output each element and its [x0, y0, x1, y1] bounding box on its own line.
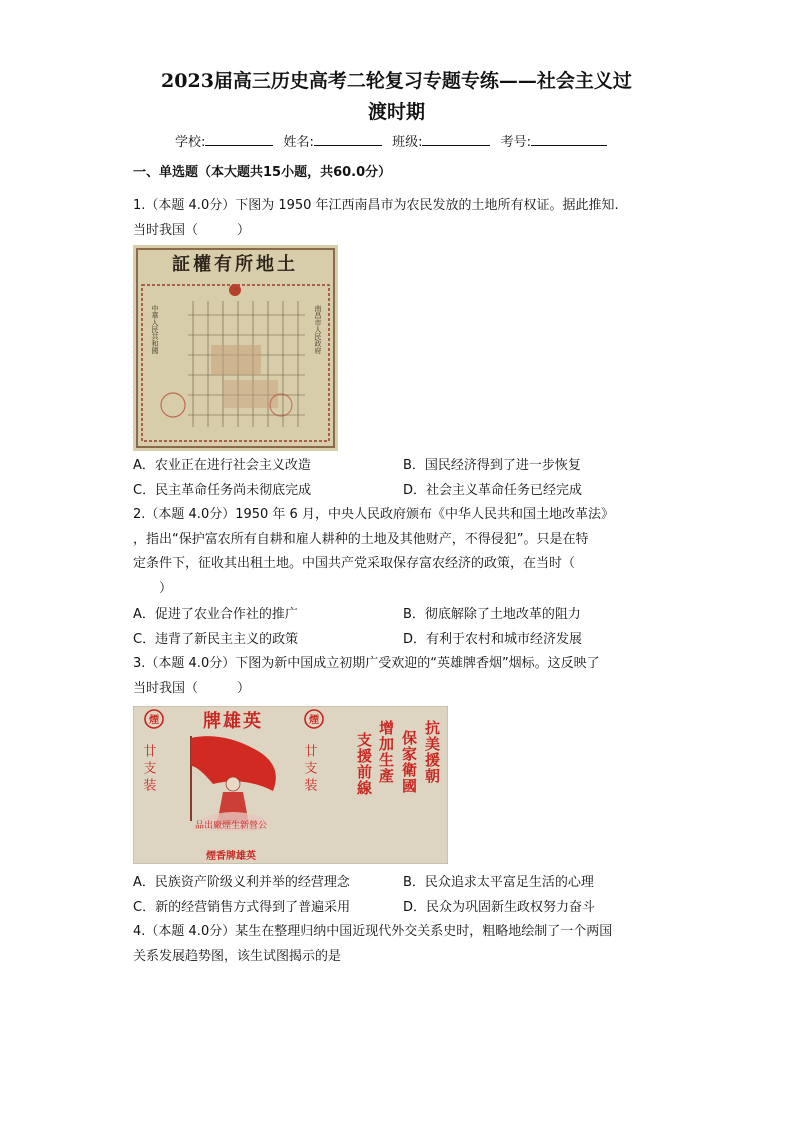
q3-option-b[interactable]: B．民众追求太平富足生活的心理 [403, 875, 594, 890]
question-3 [133, 652, 673, 701]
name-label: 姓名: [283, 135, 314, 150]
question-2-line-4: ） [133, 580, 173, 596]
q1-option-d[interactable]: D．社会主义革命任务已经完成 [403, 482, 583, 498]
q2-option-b[interactable]: B．彻底解除了土地改革的阻力 [403, 607, 581, 622]
title-line-2: 渡时期 [367, 101, 425, 123]
question-2-line-3: 定条件下，征收其出租土地。中国共产党采取保存富农经济的政策，在当时（ [133, 556, 576, 571]
student-info-row [175, 131, 607, 153]
school-label: 学校: [175, 135, 206, 150]
land-deed-image [133, 245, 338, 451]
q1-option-c[interactable]: C．民主革命任务尚未彻底完成 [133, 482, 312, 498]
question-3-line-1: 3.（本题 4.0分）下图为新中国成立初期广受欢迎的“英雄牌香烟”烟标。这反映了 [133, 656, 600, 671]
class-blank[interactable] [422, 131, 490, 146]
name-blank[interactable] [314, 131, 382, 146]
question-3-options [133, 871, 673, 920]
exam-no-label: 考号: [500, 135, 531, 150]
q2-option-a[interactable]: A．促进了农业合作社的推广 [133, 607, 298, 622]
question-1-options [133, 454, 673, 503]
class-label: 班级: [392, 135, 423, 150]
school-blank[interactable] [205, 131, 273, 146]
question-2 [133, 503, 673, 601]
count-right-text: 廿支装 [301, 744, 317, 795]
slogan-1: 抗美援朝 [423, 720, 441, 784]
slogan-4: 支援前線 [355, 732, 373, 796]
deed-header-text: 証權有所地土 [172, 254, 298, 275]
question-4 [133, 920, 673, 969]
question-2-line-2: ，指出“保护富农所有自耕和雇人耕种的土地及其他财产，不得侵犯”。只是在特 [133, 531, 589, 547]
q1-option-b[interactable]: B．国民经济得到了进一步恢复 [403, 458, 581, 473]
page-title [100, 66, 693, 128]
question-1-line-2: 当时我国（ ） [133, 222, 251, 238]
left-badge-text: 煙 [149, 715, 159, 726]
question-4-line-1: 4.（本题 4.0分）某生在整理归纳中国近现代外交关系史时，粗略地绘制了一个两国 [133, 924, 613, 939]
maker-text: 品出廠煙生新營公 [194, 821, 268, 831]
deed-stamp-text: 南昌市人民政府 [314, 305, 322, 354]
question-1-line-1: 1.（本题 4.0分）下图为 1950 年江西南昌市为农民发放的土地所有权证。据此推知. [133, 198, 619, 213]
footer-brand-text: 煙香牌雄英 [206, 851, 256, 862]
right-badge-text: 煙 [309, 715, 319, 726]
question-4-line-2: 关系发展趋势图，该生试图揭示的是 [133, 948, 342, 964]
question-2-line-1: 2.（本题 4.0分）1950 年 6 月，中央人民政府颁布《中华人民共和国土地改革法》 [133, 507, 614, 522]
section-heading: 一、单选题（本大题共15小题，共60.0分） [133, 165, 392, 180]
question-3-line-2: 当时我国（ ） [133, 680, 251, 696]
q3-option-d[interactable]: D．民众为巩固新生政权努力奋斗 [403, 899, 596, 915]
question-2-options [133, 603, 673, 652]
q2-option-c[interactable]: C．违背了新民主主义的政策 [133, 631, 299, 647]
brand-name: 牌雄英 [203, 711, 263, 732]
q3-option-a[interactable]: A．民族资产阶级义利并举的经营理念 [133, 875, 350, 890]
exam-no-blank[interactable] [531, 131, 607, 146]
q3-option-c[interactable]: C．新的经营销售方式得到了普遍采用 [133, 899, 351, 915]
q2-option-d[interactable]: D．有利于农村和城市经济发展 [403, 631, 583, 647]
slogan-3: 增加生產 [377, 720, 395, 784]
title-line-1: 2023届高三历史高考二轮复习专题专练——社会主义过 [161, 70, 632, 92]
slogan-2: 保家衛國 [400, 730, 418, 794]
question-1 [133, 194, 673, 243]
count-left-text: 廿支装 [140, 744, 156, 795]
deed-left-text: 中華人民共和國 [151, 305, 159, 354]
q1-option-a[interactable]: A．农业正在进行社会主义改造 [133, 458, 311, 473]
cigarette-label-image [133, 706, 448, 864]
